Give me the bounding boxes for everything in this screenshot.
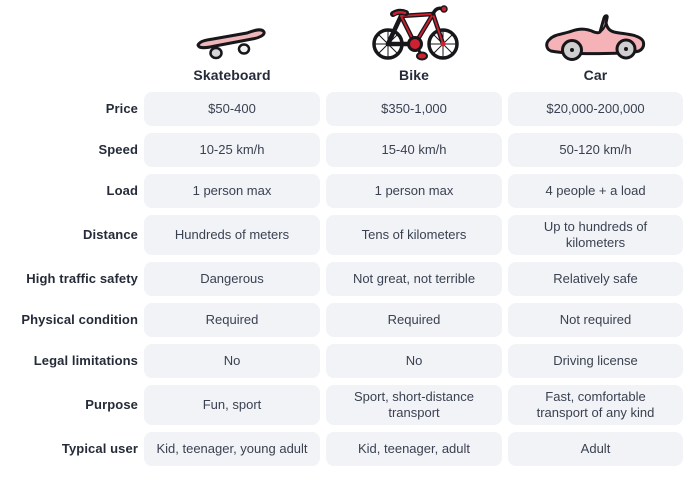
- value-cell: Kid, teenager, adult: [326, 432, 502, 466]
- column-header-skateboard: [144, 6, 320, 83]
- column-label: Bike: [399, 67, 429, 83]
- value-cell: 50-120 km/h: [508, 133, 683, 167]
- column-header-bike: [326, 6, 502, 83]
- value-cell: Hundreds of meters: [144, 215, 320, 255]
- value-cell: Fun, sport: [144, 385, 320, 425]
- car-icon: [543, 6, 649, 62]
- value-cell: Adult: [508, 432, 683, 466]
- value-cell: Required: [144, 303, 320, 337]
- value-cell: Relatively safe: [508, 262, 683, 296]
- row-label: Load: [106, 183, 138, 198]
- value-cell: Sport, short-distance transport: [326, 385, 502, 425]
- value-cell: 15-40 km/h: [326, 133, 502, 167]
- value-cell: Not required: [508, 303, 683, 337]
- header-spacer: [0, 6, 138, 85]
- value-cell: Dangerous: [144, 262, 320, 296]
- value-cell: No: [144, 344, 320, 378]
- value-cell: 1 person max: [144, 174, 320, 208]
- value-cell: $350-1,000: [326, 92, 502, 126]
- value-cell: Up to hundreds of kilometers: [508, 215, 683, 255]
- row-label: High traffic safety: [26, 271, 138, 286]
- value-cell: No: [326, 344, 502, 378]
- skateboard-icon: [191, 6, 273, 62]
- value-cell: 10-25 km/h: [144, 133, 320, 167]
- value-cell: $50-400: [144, 92, 320, 126]
- value-cell: 4 people + a load: [508, 174, 683, 208]
- column-label: Car: [583, 67, 608, 83]
- value-cell: Not great, not terrible: [326, 262, 502, 296]
- value-cell: 1 person max: [326, 174, 502, 208]
- row-label: Physical condition: [21, 312, 138, 327]
- row-label: Price: [105, 101, 138, 116]
- row-label: Legal limitations: [33, 353, 138, 368]
- value-cell: Fast, comfortable transport of any kind: [508, 385, 683, 425]
- value-cell: Required: [326, 303, 502, 337]
- value-cell: Driving license: [508, 344, 683, 378]
- row-label: Typical user: [61, 441, 138, 456]
- column-label: Skateboard: [193, 67, 271, 83]
- row-label: Distance: [83, 227, 138, 242]
- bike-icon: [367, 6, 461, 62]
- row-label: Speed: [98, 142, 138, 157]
- value-cell: $20,000-200,000: [508, 92, 683, 126]
- row-label: Purpose: [85, 397, 138, 412]
- value-cell: Kid, teenager, young adult: [144, 432, 320, 466]
- value-cell: Tens of kilometers: [326, 215, 502, 255]
- column-header-car: [508, 6, 683, 83]
